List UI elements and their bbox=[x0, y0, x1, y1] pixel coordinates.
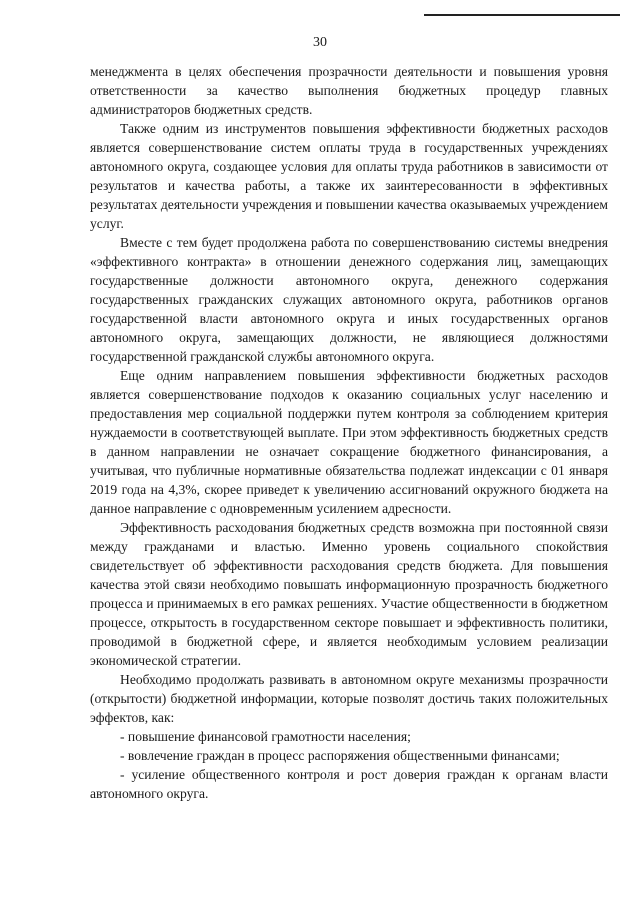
paragraph-effective-contract: Вместе с тем будет продолжена работа по совершенствованию системы внедрения «эффективного контракта» в отношении денежного содержания лиц, замещающих государственные должности автономного округа, денежного содержания государственных гражданских служащих автономного округа, работников органов государственной власти автономного округа и иных государственных органов автономного округа, замещающих должности, не являющиеся должностями государственной гражданской службы автономного округа. bbox=[90, 235, 608, 364]
top-rule bbox=[424, 14, 620, 16]
list-item: - повышение финансовой грамотности населения; bbox=[120, 729, 411, 744]
page-number: 30 bbox=[313, 35, 327, 50]
paragraph-salary-systems: Также одним из инструментов повышения эффективности бюджетных расходов является совершенствование систем оплаты труда в государственных учреждениях автономного округа, создающее условия для оплаты труда работников в зависимости от результатов и качества работы, а также их заинтересованности в эффективных результатах деятельности учреждения и повышении качества оказываемых учреждением услуг. bbox=[90, 121, 608, 231]
list-item: - усиление общественного контроля и рост доверия граждан к органам власти автономного округа. bbox=[90, 767, 608, 801]
paragraph-social-services: Еще одним направлением повышения эффективности бюджетных расходов является совершенствование подходов к оказанию социальных услуг населению и предоставления мер социальной поддержки путем контроля за соблюдением критерия нуждаемости в соответствующей выплате. При этом эффективность бюджетных средств в данном направлении не означает сокращение бюджетного финансирования, а учитывая, что публичные нормативные обязательства подлежат индексации с 01 января 2019 года на 4,3%, скорее приведет к увеличению ассигнований окружного бюджета на данное направление с одновременным усилением адресности. bbox=[90, 368, 608, 516]
list-item: - вовлечение граждан в процесс распоряжения общественными финансами; bbox=[120, 748, 560, 763]
document-body bbox=[90, 62, 608, 803]
paragraph-transparency: Эффективность расходования бюджетных средств возможна при постоянной связи между гражданами и властью. Именно уровень социального спокойствия свидетельствует об эффективности расходования средств бюджета. Для повышения качества этой связи необходимо повышать информационную прозрачность бюджетного процесса и принимаемых в его рамках решениях. Участие общественности в бюджетном процессе, открытость в государственном секторе повышает и эффективность политики, проводимой в бюджетной сфере, и является необходимым условием реализации экономической стратегии. bbox=[90, 520, 608, 668]
paragraph-continuation: менеджмента в целях обеспечения прозрачности деятельности и повышения уровня ответственности за качество выполнения бюджетных процедур главных администраторов бюджетных средств. bbox=[90, 64, 608, 117]
paragraph-mechanisms: Необходимо продолжать развивать в автономном округе механизмы прозрачности (открытости) бюджетной информации, которые позволят достичь таких положительных эффектов, как: bbox=[90, 672, 608, 725]
